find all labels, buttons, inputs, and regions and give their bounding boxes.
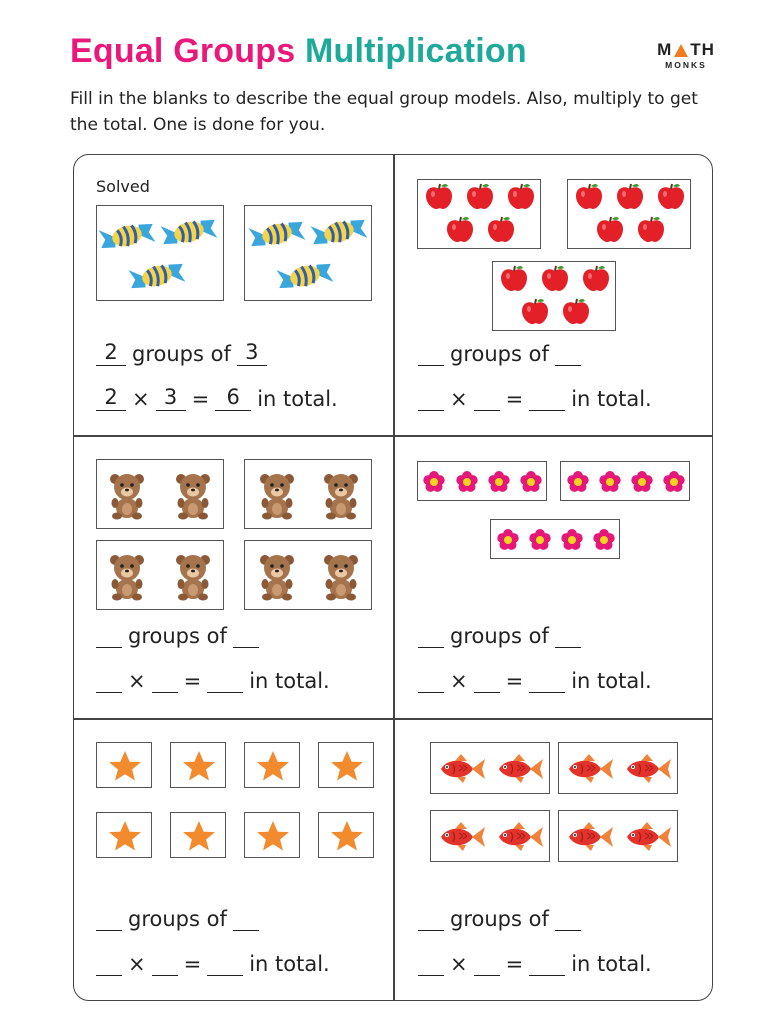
- star-icon: [109, 821, 141, 851]
- factor1-blank[interactable]: [418, 386, 444, 411]
- groups-of-text: groups of: [132, 342, 231, 366]
- groups-blank[interactable]: [418, 906, 444, 931]
- logo-triangle-icon: [674, 44, 688, 57]
- bear-group-3: [97, 541, 225, 611]
- problem-apples: [394, 155, 714, 437]
- fish-icon: [627, 754, 671, 783]
- groups-of-text: groups of: [128, 907, 227, 931]
- group-box: [490, 519, 620, 559]
- flower-group-2: [561, 462, 691, 502]
- teddy-bear-icon: [110, 555, 144, 601]
- fish-group-3: [431, 811, 551, 863]
- groups-blank[interactable]: [418, 341, 444, 366]
- apple-group-3: [493, 262, 617, 332]
- star-icon: [183, 751, 215, 781]
- equals-sign: =: [183, 669, 202, 693]
- fish-icon: [499, 754, 543, 783]
- flower-group-1: [418, 462, 548, 502]
- product-blank[interactable]: [529, 386, 565, 411]
- factor1-blank[interactable]: [96, 951, 122, 976]
- product-blank[interactable]: [207, 668, 243, 693]
- group-box: [430, 810, 550, 862]
- fish-group-4: [559, 811, 679, 863]
- fish-group-2: [559, 743, 679, 795]
- times-sign: ×: [132, 387, 150, 411]
- multiplication-sentence: [96, 951, 336, 976]
- times-sign: ×: [450, 387, 468, 411]
- groups-blank[interactable]: 2: [96, 341, 126, 366]
- equals-sign: =: [191, 387, 210, 411]
- multiplication-sentence: [96, 386, 344, 411]
- equals-sign: =: [505, 669, 524, 693]
- problem-candies: [74, 155, 394, 437]
- bear-group-2: [245, 460, 373, 530]
- fish-icon: [499, 822, 543, 851]
- groups-of-sentence: [418, 341, 581, 366]
- groups-of-sentence: [418, 623, 581, 648]
- flower-icon: [456, 471, 477, 492]
- groups-of-sentence: [418, 906, 581, 931]
- teddy-bear-icon: [110, 474, 144, 520]
- factor1-blank[interactable]: [418, 668, 444, 693]
- equals-sign: =: [183, 952, 202, 976]
- fish-icon: [569, 822, 613, 851]
- times-sign: ×: [450, 669, 468, 693]
- candy-group-2: [245, 206, 373, 302]
- group-box: [96, 812, 152, 858]
- factor2-blank[interactable]: 3: [156, 386, 186, 411]
- star-icon: [331, 821, 363, 851]
- group-box: [244, 742, 300, 788]
- apple-icon: [467, 184, 493, 209]
- group-box: [417, 461, 547, 501]
- factor1-blank[interactable]: [418, 951, 444, 976]
- group-box: [96, 540, 224, 610]
- teddy-bear-icon: [324, 474, 358, 520]
- in-total-text: in total.: [571, 387, 652, 411]
- group-box: [244, 540, 372, 610]
- group-box: [558, 810, 678, 862]
- fish-icon: [627, 822, 671, 851]
- title-part-2: Multiplication: [304, 32, 527, 70]
- factor1-blank[interactable]: 2: [96, 386, 126, 411]
- product-blank[interactable]: [207, 951, 243, 976]
- problem-stars: [74, 720, 394, 1002]
- group-box: [170, 812, 226, 858]
- group-box: [318, 812, 374, 858]
- bear-group-4: [245, 541, 373, 611]
- multiplication-sentence: [96, 668, 336, 693]
- in-total-text: in total.: [571, 669, 652, 693]
- group-box: [558, 742, 678, 794]
- group-box: [560, 461, 690, 501]
- size-blank[interactable]: [555, 906, 581, 931]
- flower-icon: [663, 471, 684, 492]
- size-blank[interactable]: [233, 906, 259, 931]
- multiplication-sentence: [418, 386, 658, 411]
- group-box: [318, 742, 374, 788]
- apple-group-2: [568, 180, 692, 250]
- size-blank[interactable]: 3: [237, 341, 267, 366]
- product-blank[interactable]: [529, 668, 565, 693]
- groups-blank[interactable]: [96, 623, 122, 648]
- problem-flowers: [394, 437, 714, 719]
- candy-icon: [275, 256, 336, 296]
- flower-icon: [488, 471, 509, 492]
- factor2-blank[interactable]: [474, 386, 500, 411]
- candy-icon: [309, 212, 370, 252]
- times-sign: ×: [128, 669, 146, 693]
- flower-icon: [423, 471, 444, 492]
- apple-icon: [597, 217, 623, 242]
- size-blank[interactable]: [233, 623, 259, 648]
- group-box: [244, 205, 372, 301]
- equals-sign: =: [505, 952, 524, 976]
- star-icon: [109, 751, 141, 781]
- candy-icon: [159, 212, 220, 252]
- in-total-text: in total.: [571, 952, 652, 976]
- groups-of-sentence: [96, 623, 259, 648]
- group-box: [244, 812, 300, 858]
- apple-icon: [638, 217, 664, 242]
- solved-label: Solved: [96, 177, 150, 196]
- fish-group-1: [431, 743, 551, 795]
- group-box: [96, 459, 224, 529]
- flower-icon: [561, 529, 582, 550]
- in-total-text: in total.: [257, 387, 338, 411]
- groups-of-text: groups of: [450, 342, 549, 366]
- factor2-blank[interactable]: [474, 668, 500, 693]
- candy-icon: [247, 214, 308, 254]
- group-box: [244, 459, 372, 529]
- fish-icon: [569, 754, 613, 783]
- star-icon: [257, 751, 289, 781]
- flower-group-3: [491, 520, 621, 560]
- flower-icon: [529, 529, 550, 550]
- apple-icon: [522, 299, 548, 324]
- groups-of-sentence: [96, 906, 259, 931]
- size-blank[interactable]: [555, 341, 581, 366]
- logo-monks: MONKS: [665, 60, 707, 70]
- group-box: [170, 742, 226, 788]
- bear-group-1: [97, 460, 225, 530]
- groups-of-text: groups of: [128, 624, 227, 648]
- groups-blank[interactable]: [418, 623, 444, 648]
- flower-icon: [567, 471, 588, 492]
- apple-icon: [501, 266, 527, 291]
- factor1-blank[interactable]: [96, 668, 122, 693]
- instructions: Fill in the blanks to describe the equal group models. Also, multiply to get the total. One is done for you.: [70, 89, 698, 135]
- product-blank[interactable]: 6: [215, 386, 251, 411]
- page-title: [70, 32, 527, 71]
- candy-icon: [97, 216, 158, 256]
- product-blank[interactable]: [529, 951, 565, 976]
- factor2-blank[interactable]: [152, 668, 178, 693]
- star-icon: [257, 821, 289, 851]
- apple-icon: [658, 184, 684, 209]
- flower-icon: [631, 471, 652, 492]
- apple-group-1: [418, 180, 542, 250]
- apple-icon: [583, 266, 609, 291]
- math-monks-logo: [646, 40, 726, 70]
- apple-icon: [617, 184, 643, 209]
- teddy-bear-icon: [260, 474, 294, 520]
- teddy-bear-icon: [260, 555, 294, 601]
- flower-icon: [593, 529, 614, 550]
- factor2-blank[interactable]: [152, 951, 178, 976]
- candy-icon: [127, 256, 188, 296]
- apple-icon: [426, 184, 452, 209]
- candy-group-1: [97, 206, 225, 302]
- logo-letter-m: M: [657, 40, 673, 59]
- in-total-text: in total.: [249, 952, 330, 976]
- group-box: [430, 742, 550, 794]
- fish-icon: [441, 822, 485, 851]
- problem-bears: [74, 437, 394, 719]
- groups-of-sentence: [96, 341, 267, 366]
- star-icon: [183, 821, 215, 851]
- apple-icon: [488, 217, 514, 242]
- apple-icon: [542, 266, 568, 291]
- flower-icon: [599, 471, 620, 492]
- teddy-bear-icon: [176, 474, 210, 520]
- apple-icon: [508, 184, 534, 209]
- flower-icon: [497, 529, 518, 550]
- apple-icon: [563, 299, 589, 324]
- groups-blank[interactable]: [96, 906, 122, 931]
- logo-letters-th: TH: [690, 40, 715, 59]
- apple-icon: [447, 217, 473, 242]
- teddy-bear-icon: [176, 555, 210, 601]
- group-box: [96, 742, 152, 788]
- size-blank[interactable]: [555, 623, 581, 648]
- group-box: [96, 205, 224, 301]
- group-box: [567, 179, 691, 249]
- equals-sign: =: [505, 387, 524, 411]
- multiplication-sentence: [418, 951, 658, 976]
- group-box: [492, 261, 616, 331]
- group-box: [417, 179, 541, 249]
- in-total-text: in total.: [249, 669, 330, 693]
- groups-of-text: groups of: [450, 624, 549, 648]
- flower-icon: [520, 471, 541, 492]
- teddy-bear-icon: [324, 555, 358, 601]
- times-sign: ×: [450, 952, 468, 976]
- times-sign: ×: [128, 952, 146, 976]
- fish-icon: [441, 754, 485, 783]
- problem-fish: [394, 720, 714, 1002]
- star-icon: [331, 751, 363, 781]
- factor2-blank[interactable]: [474, 951, 500, 976]
- groups-of-text: groups of: [450, 907, 549, 931]
- title-part-1: Equal Groups: [70, 32, 296, 70]
- apple-icon: [576, 184, 602, 209]
- multiplication-sentence: [418, 668, 658, 693]
